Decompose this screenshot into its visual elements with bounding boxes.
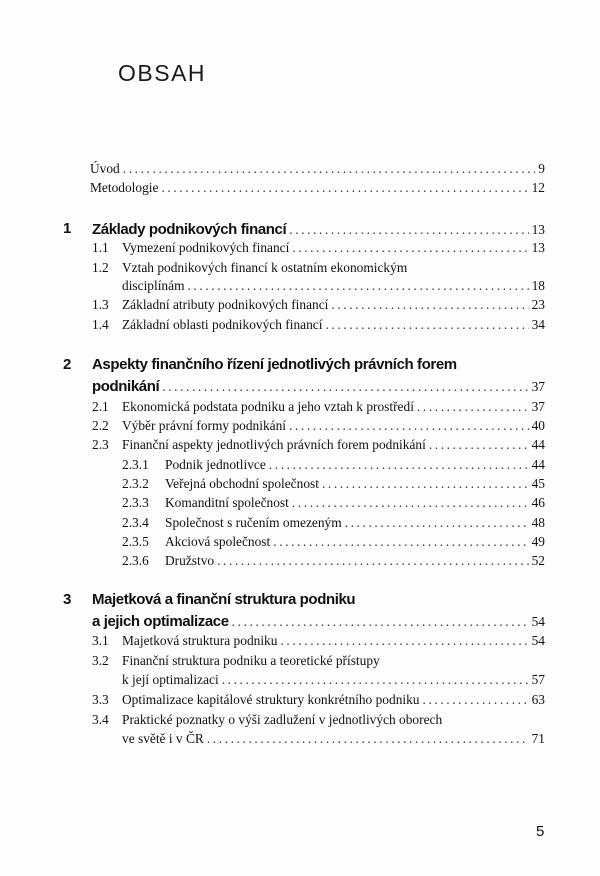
toc-entry-page: 57 <box>531 672 545 687</box>
section-number: 3.1 <box>92 633 109 648</box>
toc-entry-page: 34 <box>531 317 545 332</box>
toc-subsection-2-3-5[interactable] <box>165 533 545 551</box>
dot-leader <box>292 494 529 512</box>
toc-entry-page: 9 <box>538 161 545 176</box>
dot-leader <box>273 533 528 551</box>
dot-leader <box>187 277 528 295</box>
toc-entry-title-line: Vztah podnikových financí k ostatním ekonomickým <box>122 260 408 275</box>
toc-entry-metodologie[interactable] <box>90 179 545 197</box>
toc-entry-title: Metodologie <box>90 180 159 195</box>
dot-leader <box>289 417 529 435</box>
dot-leader <box>289 220 528 240</box>
toc-section-1-1[interactable] <box>122 239 545 257</box>
toc-entry-title: Podnik jednotlivce <box>165 457 266 472</box>
section-number: 2.2 <box>92 418 109 433</box>
section-number: 3.3 <box>92 692 109 707</box>
toc-entry-page: 63 <box>531 692 545 707</box>
toc-entry-page: 54 <box>531 614 545 629</box>
toc-entry-page: 13 <box>531 240 545 255</box>
dot-leader <box>222 671 529 689</box>
toc-entry-title: Společnost s ručením omezeným <box>165 515 342 530</box>
toc-entry-title-line: Finanční struktura podniku a teoretické přístupy <box>122 653 380 668</box>
dot-leader <box>345 514 529 532</box>
section-number: 1.1 <box>92 240 109 255</box>
toc-entry-page: 52 <box>531 553 545 568</box>
toc-entry-title: Optimalizace kapitálové struktury konkrétního podniku <box>122 692 420 707</box>
toc-section-2-3[interactable] <box>122 436 545 454</box>
toc-entry-title: Úvod <box>90 161 120 176</box>
toc-entry-title: Vymezení podnikových financí <box>122 240 290 255</box>
toc-entry-page: 18 <box>531 278 545 293</box>
toc-entry-page: 71 <box>531 731 545 746</box>
toc-entry-title: Majetková struktura podniku <box>122 633 278 648</box>
toc-heading: OBSAH <box>118 60 207 86</box>
toc-entry-title: Finanční aspekty jednotlivých právních forem podnikání <box>122 437 426 452</box>
section-number: 2.3 <box>92 437 109 452</box>
dot-leader <box>280 632 528 650</box>
toc-entry-title: disciplínám <box>122 278 185 293</box>
toc-entry-page: 13 <box>531 222 545 237</box>
page-number: 5 <box>536 823 545 840</box>
dot-leader <box>292 239 528 257</box>
toc-entry-page: 23 <box>531 297 545 312</box>
chapter-title: Základy podnikových financí <box>92 221 287 238</box>
toc-entry-page: 37 <box>531 379 545 394</box>
toc-section-3-1[interactable] <box>122 632 545 650</box>
toc-entry-page: 54 <box>531 633 545 648</box>
section-number: 1.2 <box>92 260 109 275</box>
chapter-number: 1 <box>63 220 72 237</box>
toc-section-3-2[interactable] <box>122 671 545 689</box>
toc-entry-title-line: Praktické poznatky o výši zadlužení v jednotlivých oborech <box>122 712 443 727</box>
toc-entry-title: ve světě i v ČR <box>122 731 204 746</box>
toc-entry-title: Akciová společnost <box>165 534 271 549</box>
toc-subsection-2-3-2[interactable] <box>165 475 545 493</box>
dot-leader <box>417 398 529 416</box>
toc-entry-title: Základní oblasti podnikových financí <box>122 317 323 332</box>
subsection-number: 2.3.2 <box>122 476 149 491</box>
dot-leader <box>331 296 528 314</box>
chapter-title: podnikání <box>92 378 160 395</box>
toc-subsection-2-3-1[interactable] <box>165 456 545 474</box>
dot-leader <box>429 436 529 454</box>
toc-chapter-1[interactable] <box>92 220 545 240</box>
subsection-number: 2.3.1 <box>122 457 149 472</box>
toc-entry-page: 48 <box>531 515 545 530</box>
dot-leader <box>207 730 529 748</box>
subsection-number: 2.3.6 <box>122 553 149 568</box>
toc-entry-uvod[interactable] <box>90 160 545 178</box>
dot-leader <box>423 691 529 709</box>
toc-entry-page: 44 <box>531 437 545 452</box>
chapter-title-line: Majetková a finanční struktura podniku <box>92 591 356 608</box>
toc-entry-page: 44 <box>531 457 545 472</box>
toc-chapter-3[interactable] <box>92 612 545 632</box>
toc-entry-title: Veřejná obchodní společnost <box>165 476 319 491</box>
toc-subsection-2-3-4[interactable] <box>165 514 545 532</box>
toc-entry-title: Ekonomická podstata podniku a jeho vztah k prostředí <box>122 399 414 414</box>
chapter-number: 2 <box>63 356 72 373</box>
toc-entry-title: Základní atributy podnikových financí <box>122 297 329 312</box>
section-number: 2.1 <box>92 399 109 414</box>
dot-leader <box>325 316 528 334</box>
section-number: 3.2 <box>92 653 109 668</box>
toc-entry-title: Komanditní společnost <box>165 495 289 510</box>
toc-entry-title: k její optimalizaci <box>122 672 219 687</box>
toc-entry-page: 49 <box>531 534 545 549</box>
chapter-title-line: Aspekty finančního řízení jednotlivých právních forem <box>92 356 457 373</box>
toc-entry-page: 37 <box>531 399 545 414</box>
toc-section-2-1[interactable] <box>122 398 545 416</box>
toc-section-1-3[interactable] <box>122 296 545 314</box>
dot-leader <box>322 475 529 493</box>
toc-entry-page: 46 <box>531 495 545 510</box>
toc-entry-page: 40 <box>531 418 545 433</box>
dot-leader <box>123 160 536 178</box>
toc-entry-page: 45 <box>531 476 545 491</box>
toc-section-3-3[interactable] <box>122 691 545 709</box>
subsection-number: 2.3.3 <box>122 495 149 510</box>
toc-subsection-2-3-3[interactable] <box>165 494 545 512</box>
dot-leader <box>269 456 529 474</box>
toc-entry-title: Výběr právní formy podnikání <box>122 418 286 433</box>
toc-section-3-4[interactable] <box>122 730 545 748</box>
chapter-title: a jejich optimalizace <box>92 613 229 630</box>
subsection-number: 2.3.4 <box>122 515 149 530</box>
toc-section-1-4[interactable] <box>122 316 545 334</box>
subsection-number: 2.3.5 <box>122 534 149 549</box>
toc-section-2-2[interactable] <box>122 417 545 435</box>
chapter-number: 3 <box>63 591 72 608</box>
toc-entry-page: 12 <box>531 180 545 195</box>
section-number: 3.4 <box>92 712 109 727</box>
dot-leader <box>162 377 528 397</box>
toc-chapter-2[interactable] <box>92 377 545 397</box>
section-number: 1.4 <box>92 317 109 332</box>
toc-entry-title: Družstvo <box>165 553 215 568</box>
dot-leader <box>161 179 528 197</box>
dot-leader <box>232 612 529 632</box>
dot-leader <box>217 552 529 570</box>
toc-subsection-2-3-6[interactable] <box>165 552 545 570</box>
section-number: 1.3 <box>92 297 109 312</box>
toc-section-1-2[interactable] <box>122 277 545 295</box>
